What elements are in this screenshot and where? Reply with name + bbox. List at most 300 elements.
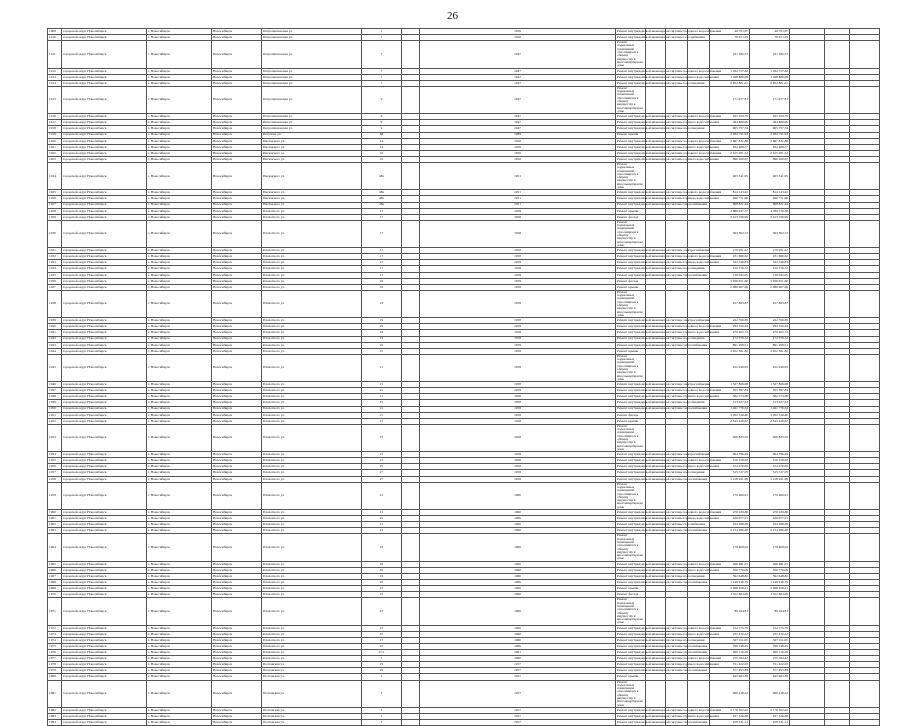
- street-cell: Плахотного ул.: [262, 522, 362, 528]
- work-cell: Ремонт внутридомовой инженерной системы холодного водоснабжения: [617, 150, 722, 155]
- city-cell: г. Новосибирск: [147, 284, 212, 290]
- empty-cell: [402, 162, 420, 189]
- street-cell: Плахотного ул.: [262, 534, 362, 561]
- year-cell: 1947: [420, 114, 616, 120]
- empty-cell: [646, 220, 666, 247]
- row-number: 1982: [48, 707, 62, 713]
- year-cell: 1958: [420, 278, 616, 284]
- work-cell: Ремонт внутридомовой инженерной системы горячего водоснабжения: [617, 464, 719, 469]
- street-cell: Плахотного ул.: [262, 452, 362, 458]
- house-cell: 19: [362, 336, 402, 342]
- empty-cell: [825, 354, 850, 381]
- total-cell: 632 486,57: [750, 144, 790, 150]
- okrug-cell: городской округ Новосибирск: [62, 424, 147, 451]
- house-cell: 45: [362, 561, 402, 567]
- total-cell: 4 780 579,38: [750, 208, 790, 214]
- district-cell: Новосибирск: [212, 248, 262, 254]
- street-cell: Плахотного ул.: [262, 458, 362, 464]
- total-cell: 516 158,02: [750, 458, 790, 464]
- street-cell: Петропавловская ул.: [262, 114, 362, 120]
- empty-cell: [646, 598, 666, 625]
- total-cell: 327 911,05: [750, 637, 790, 643]
- empty-cell: [790, 220, 825, 247]
- house-cell: 3: [362, 674, 402, 680]
- work-cell: Ремонт крыши: [616, 418, 646, 424]
- house-cell: 41: [362, 522, 402, 528]
- street-cell: Полтавская ул.: [262, 662, 362, 668]
- okrug-cell: городской округ Новосибирск: [62, 278, 147, 284]
- okrug-cell: городской округ Новосибирск: [62, 406, 147, 412]
- cost-cell: 181 696,62: [710, 254, 750, 260]
- city-cell: г. Новосибирск: [147, 573, 212, 579]
- table-row: [48, 41, 880, 68]
- work-cell: Ремонт крыши: [616, 208, 646, 214]
- cost-cell: 294 350,64: [710, 324, 750, 330]
- row-number: 1955: [48, 458, 62, 464]
- city-cell: г. Новосибирск: [147, 120, 212, 126]
- street-cell: Плахотного ул.: [262, 348, 362, 354]
- cost-cell: 3 456 651,60: [710, 278, 750, 284]
- district-cell: Новосибирск: [212, 418, 262, 424]
- year-cell: 1958: [420, 476, 616, 482]
- city-cell: г. Новосибирск: [147, 266, 212, 272]
- okrug-cell: городской округ Новосибирск: [62, 68, 147, 74]
- work-cell: Ремонт внутридомовой инженерной системы горячего водоснабжения: [617, 260, 719, 265]
- work-cell: Ремонт внутридомовой инженерной системы холодного водоснабжения: [617, 324, 722, 329]
- district-cell: Новосибирск: [212, 260, 262, 266]
- empty-cell: [850, 162, 880, 189]
- district-cell: Новосибирск: [212, 114, 262, 120]
- year-cell: 1958: [420, 284, 616, 290]
- work-cell: Ремонт внутридомовой инженерной системы водоотведения: [617, 400, 705, 405]
- total-cell: 222 249,03: [750, 354, 790, 381]
- house-cell: 27: [362, 476, 402, 482]
- street-cell: Плахотного ул.: [262, 208, 362, 214]
- row-number: 1943: [48, 342, 62, 348]
- year-cell: 1960: [420, 573, 616, 579]
- okrug-cell: городской округ Новосибирск: [62, 86, 147, 113]
- row-number: 1940: [48, 324, 62, 330]
- okrug-cell: городской округ Новосибирск: [62, 592, 147, 598]
- city-cell: г. Новосибирск: [147, 510, 212, 516]
- cost-cell: 179 408,02: [710, 534, 750, 561]
- house-cell: 3: [362, 720, 402, 726]
- street-cell: Петропавловская ул.: [262, 41, 362, 68]
- year-cell: 1958: [420, 382, 616, 388]
- cost-cell: 2 615 281,52: [710, 150, 750, 156]
- cost-cell: 392 648,82: [710, 573, 750, 579]
- house-cell: 19: [362, 284, 402, 290]
- total-cell: 642 663,39: [750, 674, 790, 680]
- work-cell: Ремонт крыши: [616, 284, 646, 290]
- work-cell: Ремонт внутридомовой инженерной системы электроснабжения: [617, 452, 710, 457]
- district-cell: Новосибирск: [212, 290, 262, 317]
- year-cell: 1947: [420, 74, 616, 80]
- year-cell: 1958: [420, 452, 616, 458]
- empty-cell: [688, 534, 710, 561]
- empty-cell: [825, 598, 850, 625]
- empty-cell: [825, 220, 850, 247]
- district-cell: Новосибирск: [212, 516, 262, 522]
- district-cell: Новосибирск: [212, 266, 262, 272]
- cost-cell: 237 470,42: [710, 631, 750, 637]
- okrug-cell: городской округ Новосибирск: [62, 412, 147, 418]
- empty-cell: [646, 680, 666, 707]
- empty-cell: [666, 534, 688, 561]
- house-cell: 7: [362, 41, 402, 68]
- okrug-cell: городской округ Новосибирск: [62, 202, 147, 208]
- house-cell: 25: [362, 668, 402, 674]
- work-cell: Ремонт крыши: [616, 586, 646, 592]
- row-number: 1923: [48, 156, 62, 162]
- year-cell: 1958: [420, 266, 616, 272]
- capital-repair-table-page: [47, 28, 879, 725]
- street-cell: Плахотного ул.: [262, 631, 362, 637]
- total-cell: 1 149 616,76: [750, 580, 790, 586]
- house-cell: 17: [362, 266, 402, 272]
- street-cell: Петропавловская ул.: [262, 29, 362, 35]
- okrug-cell: городской округ Новосибирск: [62, 35, 147, 41]
- district-cell: Новосибирск: [212, 580, 262, 586]
- district-cell: Новосибирск: [212, 272, 262, 278]
- year-cell: 1960: [420, 482, 616, 509]
- cost-cell: 1 461 776,54: [710, 406, 750, 412]
- total-cell: 2 697 831,89: [750, 138, 790, 144]
- year-cell: 1957: [420, 680, 616, 707]
- okrug-cell: городской округ Новосибирск: [62, 132, 147, 138]
- year-cell: 1958: [420, 406, 616, 412]
- total-cell: 891 208,51: [750, 342, 790, 348]
- street-cell: Полтавская ул.: [262, 720, 362, 726]
- city-cell: г. Новосибирск: [147, 580, 212, 586]
- work-cell: Ремонт внутридомовой инженерной системы водоотведения: [617, 470, 705, 475]
- district-cell: Новосибирск: [212, 464, 262, 470]
- cost-cell: 162 546,81: [710, 260, 750, 266]
- district-cell: Новосибирск: [212, 35, 262, 41]
- empty-cell: [402, 534, 420, 561]
- okrug-cell: городской округ Новосибирск: [62, 354, 147, 381]
- okrug-cell: городской округ Новосибирск: [62, 482, 147, 509]
- row-number: 1981: [48, 680, 62, 707]
- street-cell: Петропавловская ул.: [262, 68, 362, 74]
- street-cell: Плахотного ул.: [262, 637, 362, 643]
- row-number: 1918: [48, 126, 62, 132]
- total-cell: 2 214 286,28: [750, 528, 790, 534]
- empty-cell: [825, 482, 850, 509]
- empty-cell: [688, 220, 710, 247]
- total-cell: 350 776,09: [750, 567, 790, 573]
- work-cell: Ремонт внутридомовой инженерной системы водоотведения: [617, 126, 705, 131]
- row-number: 1954: [48, 452, 62, 458]
- okrug-cell: городской округ Новосибирск: [62, 248, 147, 254]
- cost-cell: 1 149 616,76: [710, 580, 750, 586]
- street-cell: Писемского ул.: [262, 202, 362, 208]
- city-cell: г. Новосибирск: [147, 254, 212, 260]
- empty-cell: [790, 86, 825, 113]
- cost-cell: 896 260,67: [710, 156, 750, 162]
- row-number: 1917: [48, 120, 62, 126]
- city-cell: г. Новосибирск: [147, 464, 212, 470]
- street-cell: Плахотного ул.: [262, 586, 362, 592]
- city-cell: г. Новосибирск: [147, 196, 212, 202]
- year-cell: 1958: [420, 260, 616, 266]
- row-number: 1961: [48, 516, 62, 522]
- work-cell: Ремонт внутридомовой инженерной системы холодного водоснабжения: [617, 190, 722, 195]
- empty-cell: [825, 720, 850, 726]
- year-cell: 1960: [420, 644, 616, 650]
- district-cell: Новосибирск: [212, 208, 262, 214]
- cost-cell: 208 843,35: [710, 424, 750, 451]
- city-cell: г. Новосибирск: [147, 220, 212, 247]
- okrug-cell: городской округ Новосибирск: [62, 714, 147, 720]
- cost-cell: 2 262 741,03: [710, 132, 750, 138]
- row-number: 1926: [48, 196, 62, 202]
- street-cell: Плахотного ул.: [262, 464, 362, 470]
- total-cell: 237 470,42: [750, 631, 790, 637]
- city-cell: г. Новосибирск: [147, 720, 212, 726]
- cost-cell: 2 214 286,28: [710, 528, 750, 534]
- city-cell: г. Новосибирск: [147, 482, 212, 509]
- okrug-cell: городской округ Новосибирск: [62, 458, 147, 464]
- year-cell: 1957: [420, 720, 616, 726]
- district-cell: Новосибирск: [212, 406, 262, 412]
- street-cell: Плахотного ул.: [262, 248, 362, 254]
- district-cell: Новосибирск: [212, 388, 262, 394]
- work-cell: Ремонт внутридомовой инженерной системы холодного водоснабжения: [617, 28, 722, 33]
- street-cell: Плахотного ул.: [262, 342, 362, 348]
- row-number: 1970: [48, 592, 62, 598]
- year-cell: 1958: [420, 290, 616, 317]
- cost-cell: 164 398,69: [710, 522, 750, 528]
- cost-cell: 751 422,03: [710, 662, 750, 668]
- table-row: [48, 598, 880, 625]
- city-cell: г. Новосибирск: [147, 674, 212, 680]
- row-number: 1946: [48, 382, 62, 388]
- district-cell: Новосибирск: [212, 680, 262, 707]
- total-cell: 46 701,07: [750, 29, 790, 35]
- total-cell: 2 262 741,03: [750, 132, 790, 138]
- table-row: [48, 482, 880, 509]
- city-cell: г. Новосибирск: [147, 354, 212, 381]
- city-cell: г. Новосибирск: [147, 470, 212, 476]
- district-cell: Новосибирск: [212, 662, 262, 668]
- year-cell: 1951: [420, 190, 616, 196]
- total-cell: 555 307,84: [750, 388, 790, 394]
- empty-cell: [790, 162, 825, 189]
- year-cell: 1960: [420, 567, 616, 573]
- house-cell: 17: [362, 272, 402, 278]
- empty-cell: [402, 86, 420, 113]
- city-cell: г. Новосибирск: [147, 318, 212, 324]
- empty-cell: [646, 354, 666, 381]
- district-cell: Новосибирск: [212, 150, 262, 156]
- empty-cell: [790, 354, 825, 381]
- row-number: 1925: [48, 190, 62, 196]
- city-cell: г. Новосибирск: [147, 126, 212, 132]
- street-cell: Полтавская ул.: [262, 668, 362, 674]
- empty-cell: [850, 482, 880, 509]
- year-cell: 1957: [420, 668, 616, 674]
- house-cell: 17: [362, 254, 402, 260]
- empty-cell: [850, 41, 880, 68]
- city-cell: г. Новосибирск: [147, 707, 212, 713]
- empty-cell: [850, 534, 880, 561]
- house-cell: 41: [362, 516, 402, 522]
- work-cell: Ремонт внутридомовой инженерной системы водоотведения: [617, 336, 705, 341]
- city-cell: г. Новосибирск: [147, 534, 212, 561]
- district-cell: Новосибирск: [212, 162, 262, 189]
- house-cell: 9: [362, 126, 402, 132]
- district-cell: Новосибирск: [212, 318, 262, 324]
- row-number: 1971: [48, 598, 62, 625]
- work-cell: Ремонт внутридомовой инженерной системы электроснабжения: [617, 318, 710, 323]
- work-cell: Ремонт фасада: [616, 214, 646, 220]
- year-cell: 1958: [420, 330, 616, 336]
- total-cell: 965 757,54: [750, 126, 790, 132]
- cost-cell: 172 076,54: [710, 336, 750, 342]
- cost-cell: 466 481,01: [710, 561, 750, 567]
- row-number: 1951: [48, 412, 62, 418]
- total-cell: 295 359,79: [750, 114, 790, 120]
- district-cell: Новосибирск: [212, 598, 262, 625]
- house-cell: 21: [362, 394, 402, 400]
- city-cell: г. Новосибирск: [147, 388, 212, 394]
- year-cell: 1958: [420, 394, 616, 400]
- okrug-cell: городской округ Новосибирск: [62, 220, 147, 247]
- year-cell: 1958: [420, 464, 616, 470]
- total-cell: 868 831,44: [750, 202, 790, 208]
- house-cell: 17: [362, 220, 402, 247]
- empty-cell: [666, 162, 688, 189]
- district-cell: Новосибирск: [212, 586, 262, 592]
- total-cell: 2 176 502,02: [750, 707, 790, 713]
- street-cell: Писемского ул.: [262, 150, 362, 156]
- total-cell: 796 148,45: [750, 644, 790, 650]
- total-cell: 637 526,68: [750, 714, 790, 720]
- row-number: 1968: [48, 580, 62, 586]
- cost-cell: 2 986 967,69: [710, 284, 750, 290]
- house-cell: 48а: [362, 190, 402, 196]
- work-cell: Ремонт внутридомовой инженерной системы теплоснабжения: [617, 643, 708, 648]
- total-cell: 474 270,65: [750, 464, 790, 470]
- work-cell: Ремонт внутридомовой инженерной системы газоснабжения: [617, 35, 705, 40]
- house-cell: 3: [362, 707, 402, 713]
- empty-cell: [666, 424, 688, 451]
- district-cell: Новосибирск: [212, 138, 262, 144]
- district-cell: Новосибирск: [212, 400, 262, 406]
- year-cell: 1958: [420, 248, 616, 254]
- house-cell: 7: [362, 68, 402, 74]
- work-cell: Ремонт внутридомовой инженерной системы горячего водоснабжения: [617, 156, 719, 161]
- year-cell: 1956: [420, 138, 616, 144]
- okrug-cell: городской округ Новосибирск: [62, 516, 147, 522]
- row-number: 1929: [48, 214, 62, 220]
- district-cell: Новосибирск: [212, 674, 262, 680]
- empty-cell: [402, 354, 420, 381]
- empty-cell: [402, 482, 420, 509]
- year-cell: 1960: [420, 625, 616, 631]
- district-cell: Новосибирск: [212, 534, 262, 561]
- row-number: 1978: [48, 662, 62, 668]
- row-number: 1944: [48, 348, 62, 354]
- cost-cell: 463 341,95: [710, 162, 750, 189]
- okrug-cell: городской округ Новосибирск: [62, 668, 147, 674]
- cost-cell: 796 148,45: [710, 644, 750, 650]
- cost-cell: 618 341,14: [710, 720, 750, 726]
- work-cell: Ремонт внутридомовой инженерной системы холодного водоснабжения: [617, 388, 722, 393]
- total-cell: 1 048 866,08: [750, 74, 790, 80]
- district-cell: Новосибирск: [212, 80, 262, 86]
- district-cell: Новосибирск: [212, 336, 262, 342]
- repair-plan-table: [47, 28, 880, 726]
- work-cell: Ремонт внутридомовой инженерной системы горячего водоснабжения: [617, 713, 719, 718]
- district-cell: Новосибирск: [212, 190, 262, 196]
- district-cell: Новосибирск: [212, 707, 262, 713]
- empty-cell: [850, 86, 880, 113]
- okrug-cell: городской округ Новосибирск: [62, 528, 147, 534]
- year-cell: 1958: [420, 470, 616, 476]
- row-number: 1959: [48, 482, 62, 509]
- district-cell: Новосибирск: [212, 592, 262, 598]
- empty-cell: [790, 424, 825, 451]
- okrug-cell: городской округ Новосибирск: [62, 190, 147, 196]
- house-cell: 27: [362, 470, 402, 476]
- district-cell: Новосибирск: [212, 144, 262, 150]
- row-number: 1911: [48, 41, 62, 68]
- city-cell: г. Новосибирск: [147, 656, 212, 662]
- total-cell: 2 545 426,67: [750, 418, 790, 424]
- city-cell: г. Новосибирск: [147, 150, 212, 156]
- okrug-cell: городской округ Новосибирск: [62, 41, 147, 68]
- cost-cell: 120 576,51: [710, 266, 750, 272]
- street-cell: Петропавловская ул.: [262, 86, 362, 113]
- total-cell: 2 468 358,21: [750, 586, 790, 592]
- work-cell: Ремонт внутридомовой инженерной системы водоотведения: [617, 266, 705, 271]
- table-row: [48, 534, 880, 561]
- city-cell: г. Новосибирск: [147, 680, 212, 707]
- empty-cell: [825, 424, 850, 451]
- house-cell: 21: [362, 400, 402, 406]
- okrug-cell: городской округ Новосибирск: [62, 631, 147, 637]
- year-cell: 1960: [420, 580, 616, 586]
- total-cell: 582 373,08: [750, 394, 790, 400]
- house-cell: 19: [362, 290, 402, 317]
- street-cell: Плахотного ул.: [262, 266, 362, 272]
- okrug-cell: городской округ Новосибирск: [62, 290, 147, 317]
- house-cell: 48а: [362, 202, 402, 208]
- street-cell: Плахотного ул.: [262, 284, 362, 290]
- district-cell: Новосибирск: [212, 348, 262, 354]
- work-cell: Ремонт внутридомовой инженерной системы теплоснабжения: [617, 406, 708, 411]
- okrug-cell: городской округ Новосибирск: [62, 382, 147, 388]
- cost-cell: 2 697 831,89: [710, 138, 750, 144]
- total-cell: 2 615 281,52: [750, 150, 790, 156]
- year-cell: 1960: [420, 631, 616, 637]
- work-cell: Ремонт внутридомовой инженерной системы горячего водоснабжения: [617, 516, 719, 521]
- house-cell: 57/1: [362, 650, 402, 656]
- street-cell: Плахотного ул.: [262, 573, 362, 579]
- house-cell: 27: [362, 412, 402, 418]
- cost-cell: 279 402,74: [710, 330, 750, 336]
- empty-cell: [790, 534, 825, 561]
- total-cell: 896 260,67: [750, 156, 790, 162]
- year-cell: 1960: [420, 598, 616, 625]
- okrug-cell: городской округ Новосибирск: [62, 342, 147, 348]
- work-cell: Ремонт внутридомовой инженерной системы электроснабжения: [617, 248, 710, 253]
- house-cell: 17: [362, 260, 402, 266]
- district-cell: Новосибирск: [212, 330, 262, 336]
- okrug-cell: городской округ Новосибирск: [62, 260, 147, 266]
